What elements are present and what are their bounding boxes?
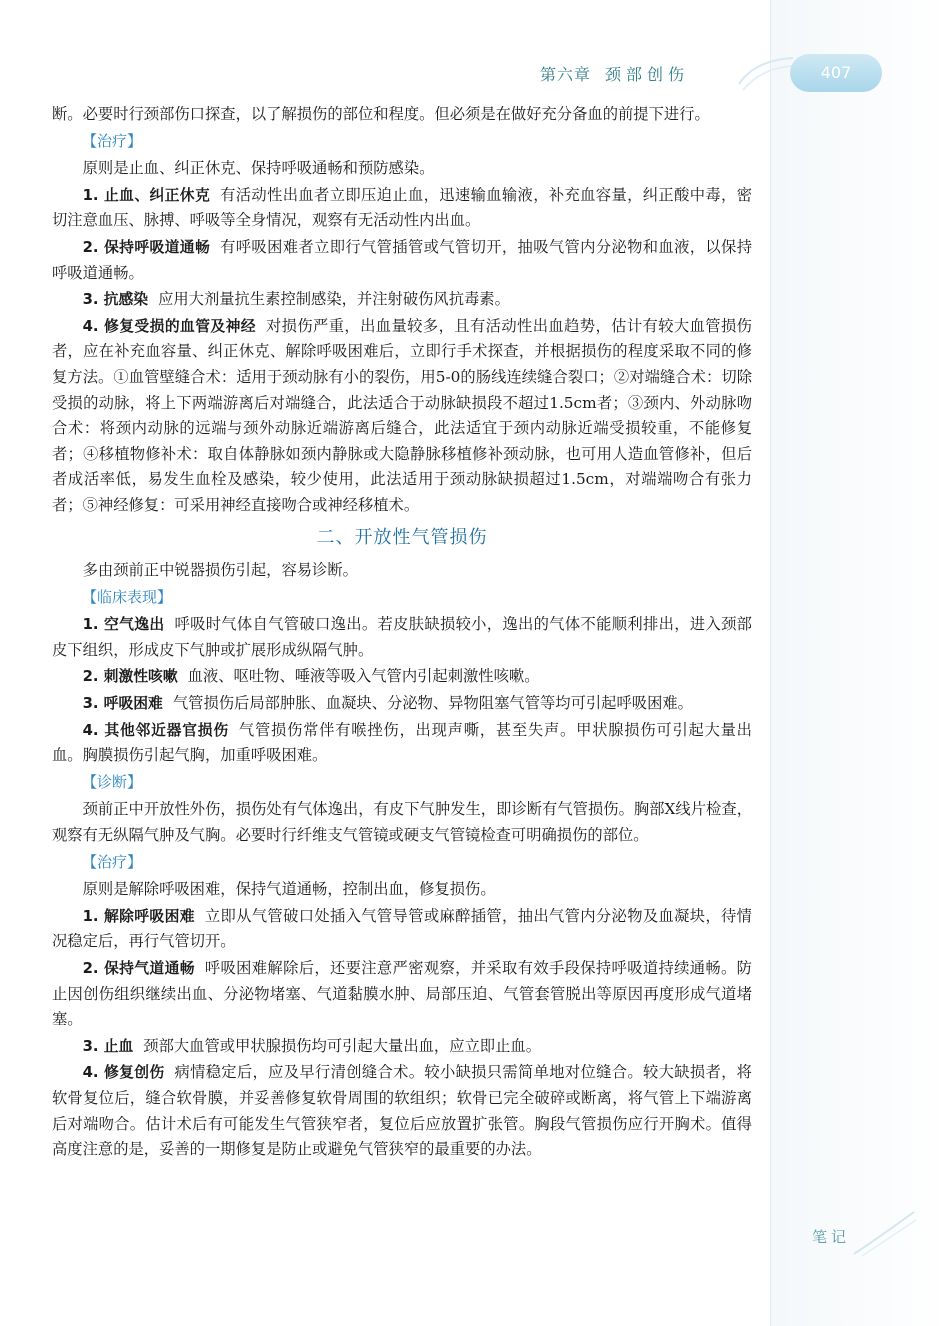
treatment-item bbox=[52, 1060, 752, 1162]
item-text: 气管损伤常伴有喉挫伤，出现声嘶，甚至失声。甲状腺损伤可引起大量出血。胸膜损伤引起气胸，加重呼吸困难。 bbox=[52, 720, 752, 765]
chapter-label: 第六章 bbox=[540, 65, 592, 84]
item-title: 2. 保持呼吸道通畅 bbox=[82, 238, 211, 256]
page-number-badge: 407 bbox=[790, 54, 882, 92]
clinical-item bbox=[52, 691, 752, 717]
item-text: 血液、呕吐物、唾液等吸入气管内引起刺激性咳嗽。 bbox=[187, 667, 540, 686]
item-title: 2. 保持气道通畅 bbox=[82, 960, 195, 977]
clinical-tag: 【临床表现】 bbox=[82, 587, 173, 606]
item-text: 有活动性出血者立即压迫止血，迅速输血输液，补充血容量，纠正酸中毒，密切注意血压、脉搏、呼吸等全身情况，观察有无活动性内出血。 bbox=[52, 185, 752, 230]
item-title: 1. 解除呼吸困难 bbox=[82, 907, 195, 925]
item-text: 应用大剂量抗生素控制感染，并注射破伤风抗毒素。 bbox=[158, 290, 510, 309]
treatment-tag: 【治疗】 bbox=[82, 131, 143, 150]
treatment-item bbox=[52, 235, 752, 286]
item-title: 4. 修复受损的血管及神经 bbox=[82, 317, 256, 335]
item-title: 4. 修复创伤 bbox=[82, 1064, 165, 1082]
margin-divider bbox=[770, 0, 771, 1326]
item-text: 立即从气管破口处插入气管导管或麻醉插管，抽出气管内分泌物及血凝块，待情况稳定后，再行气管切开。 bbox=[52, 906, 752, 951]
running-header bbox=[540, 62, 689, 85]
item-title: 1. 空气逸出 bbox=[82, 616, 165, 634]
pen-stroke-decoration-icon bbox=[848, 1208, 918, 1258]
item-text: 呼吸困难解除后，还要注意严密观察，并采取有效手段保持呼吸道持续通畅。防止因创伤组织继续出血、分泌物堵塞、气道黏膜水肿、局部压迫、气管套管脱出等原因再度形成气道堵塞。 bbox=[52, 959, 752, 1029]
section-intro: 多由颈前正中锐器损伤引起，容易诊断。 bbox=[82, 561, 358, 580]
clinical-item bbox=[52, 664, 752, 690]
clinical-item bbox=[52, 718, 752, 769]
item-text: 病情稳定后，应及早行清创缝合术。较小缺损只需简单地对位缝合。较大缺损者，将软骨复位后，缝合软骨膜，并妥善修复软骨周围的软组织；软骨已完全破碎或断离，将气管上下端游离后对端吻合。估计术后有可能发生气管狭窄者，复位后应放置扩张管。胸段气管损伤应行开胸术。值得高度注意的是，妥善的一期修复是防止或避免气管狭窄的最重要的办法。 bbox=[52, 1063, 752, 1159]
treatment-tag: 【治疗】 bbox=[82, 852, 143, 871]
item-title: 1. 止血、纠正休克 bbox=[82, 186, 211, 204]
diagnosis-tag: 【诊断】 bbox=[82, 772, 143, 791]
page-body bbox=[52, 102, 752, 1164]
treatment-principle: 原则是解除呼吸困难，保持气道通畅，控制出血，修复损伤。 bbox=[82, 880, 496, 899]
item-text: 呼吸时气体自气管破口逸出。若皮肤缺损较小，逸出的气体不能顺利排出，进入颈部皮下组织，形成皮下气肿或扩展形成纵隔气肿。 bbox=[52, 615, 752, 659]
treatment-item bbox=[52, 314, 752, 519]
item-title: 3. 抗感染 bbox=[82, 291, 149, 309]
item-text: 气管损伤后局部肿胀、血凝块、分泌物、异物阻塞气管等均可引起呼吸困难。 bbox=[172, 694, 693, 713]
treatment-item bbox=[52, 1034, 752, 1060]
notes-margin bbox=[770, 0, 950, 1326]
item-title: 3. 呼吸困难 bbox=[82, 695, 163, 713]
treatment-item bbox=[52, 183, 752, 234]
section-label: 颈部创伤 bbox=[605, 65, 690, 84]
treatment-item bbox=[52, 287, 752, 313]
item-text: 有呼吸困难者立即行气管插管或气管切开，抽吸气管内分泌物和血液，以保持呼吸道通畅。 bbox=[52, 237, 752, 282]
item-title: 2. 刺激性咳嗽 bbox=[82, 668, 178, 686]
item-title: 4. 其他邻近器官损伤 bbox=[82, 721, 229, 739]
item-text: 对损伤严重，出血量较多，且有活动性出血趋势，估计有较大血管损伤者，应在补充血容量、纠正休克、解除呼吸困难后，立即行手术探查，并根据损伤的程度采取不同的修复方法。①血管壁缝合术：适用于颈动脉有小的裂伤，用5-0的肠线连续缝合裂口；②对端缝合术：切除受损的动脉，将上下两端游离后对端缝合，此法适合于动脉缺损段不超过1.5cm者；③颈内、外动脉吻合术：将颈内动脉的远端与颈外动脉近端游离后缝合，此法适宜于颈内动脉近端受损较重，不能修复者；④移植物修补术：取自体静脉如颈内静脉或大隐静脉移植修补颈动脉，也可用人造血管修补，但后者成活率低，易发生血栓及感染，较少使用，此法适用于颈动脉缺损超过1.5cm，对端端吻合有张力者；⑤神经修复：可采用神经直接吻合或神经移植术。 bbox=[52, 316, 752, 514]
clinical-item bbox=[52, 612, 752, 663]
continuation-paragraph: 断。必要时行颈部伤口探查，以了解损伤的部位和程度。但必须是在做好充分备血的前提下进行。 bbox=[52, 105, 710, 123]
diagnosis-paragraph: 颈前正中开放性外伤，损伤处有气体逸出，有皮下气肿发生，即诊断有气管损伤。胸部X线片检查，观察有无纵隔气肿及气胸。必要时行纤维支气管镜或硬支气管镜检查可明确损伤的部位。 bbox=[52, 800, 752, 845]
item-title: 3. 止血 bbox=[82, 1037, 134, 1055]
treatment-principle: 原则是止血、纠正休克、保持呼吸通畅和预防感染。 bbox=[82, 159, 435, 178]
treatment-item bbox=[52, 904, 752, 955]
wave-decoration-icon bbox=[735, 50, 795, 94]
treatment-item bbox=[52, 956, 752, 1033]
section-heading: 二、开放性气管损伤 bbox=[316, 526, 488, 548]
notes-label: 笔记 bbox=[812, 1228, 851, 1246]
item-text: 颈部大血管或甲状腺损伤均可引起大量出血，应立即止血。 bbox=[143, 1036, 541, 1055]
